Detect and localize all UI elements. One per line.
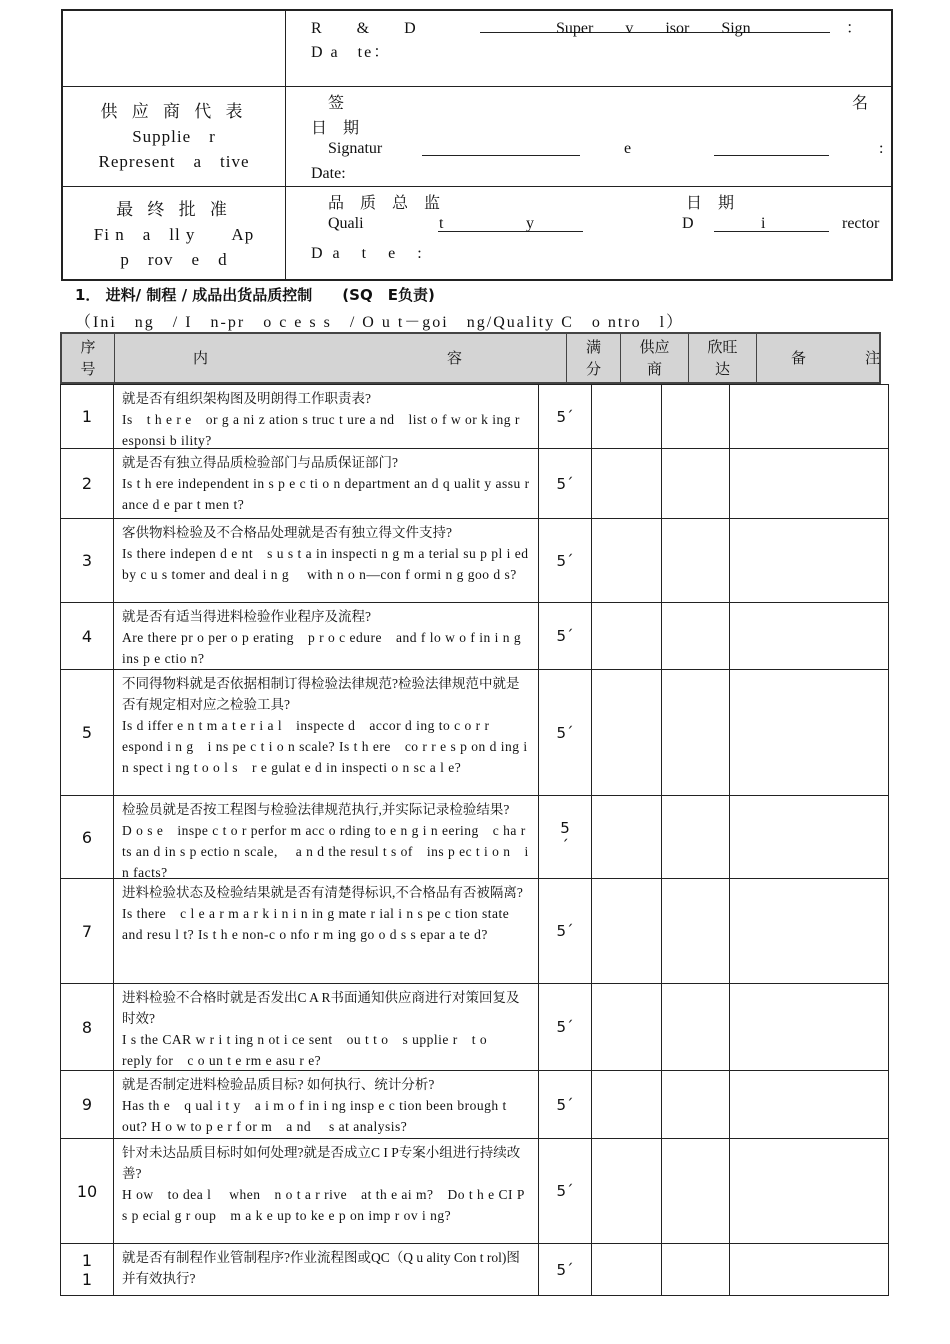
row-content-en: Is there indepen d e nt s u s t a in inspecti n g m a terial su p pl i ed by c u s tomer and deal i n g with n o n—con f ormi n g goo d s? bbox=[122, 546, 543, 582]
final-approval-en2: p rov e d bbox=[120, 249, 228, 269]
table-row bbox=[61, 603, 888, 670]
note-cell[interactable] bbox=[730, 385, 889, 448]
table-row bbox=[61, 796, 888, 879]
final-approval-en1: Fi n a ll y Ap bbox=[93, 224, 255, 244]
row-score: 5´ bbox=[539, 1139, 592, 1243]
row-content-zh: 就是否有适当得进料检验作业程序及流程? bbox=[122, 609, 371, 624]
table-header bbox=[60, 332, 881, 384]
row-content-zh: 客供物料检验及不合格品处理就是否有独立得文件支持? bbox=[122, 525, 452, 540]
rd-signature-cell bbox=[286, 11, 891, 86]
row-content bbox=[114, 670, 539, 795]
supplier-score-cell[interactable] bbox=[592, 603, 662, 669]
row-content-zh: 就是否有独立得品质检验部门与品质保证部门? bbox=[122, 455, 398, 470]
row-number: 3 bbox=[61, 519, 114, 602]
row-content-zh: 进料检验不合格时就是否发出C A R书面通知供应商进行对策回复及时效? bbox=[122, 990, 520, 1026]
note-cell[interactable] bbox=[730, 879, 889, 983]
supplier-colon: : bbox=[879, 140, 884, 157]
row-content bbox=[114, 1139, 539, 1243]
quality-en: Quali bbox=[328, 215, 364, 232]
note-cell[interactable] bbox=[730, 1071, 889, 1138]
row-content-en: Is d iffer e n t m a t e r i a l inspecte d accor d ing to c o r r espond i n g i ns pe c t i o n scale? Is t h ere co r r e s p on d ing i n spect i ng t o o l s r e gulat e d in inspecti o n sc a l e? bbox=[122, 718, 528, 775]
supplier-score-cell[interactable] bbox=[592, 1139, 662, 1243]
supplier-score-cell[interactable] bbox=[592, 670, 662, 795]
checklist-table bbox=[60, 384, 889, 1296]
xinwangda-score-cell[interactable] bbox=[662, 984, 730, 1070]
date-en: Date: bbox=[311, 165, 346, 182]
director-d-char: D bbox=[682, 215, 694, 232]
row-content-zh: 进料检验状态及检验结果就是否有清楚得标识,不合格品有否被隔离? bbox=[122, 885, 523, 900]
header-content-a: 内 bbox=[193, 349, 209, 367]
sign-zh: 签 bbox=[328, 95, 345, 112]
quality-director-zh: 品 质 总 监 bbox=[328, 195, 441, 212]
row-content bbox=[114, 385, 539, 448]
xinwangda-score-cell[interactable] bbox=[662, 1071, 730, 1138]
header-xinwangda: 欣旺 达 bbox=[689, 334, 757, 382]
xinwangda-score-cell[interactable] bbox=[662, 670, 730, 795]
row-score: 5´ bbox=[539, 519, 592, 602]
xinwangda-score-cell[interactable] bbox=[662, 1244, 730, 1295]
row-score: 5´ bbox=[539, 879, 592, 983]
row-score: 5´ bbox=[539, 449, 592, 518]
row-content bbox=[114, 984, 539, 1070]
xinwangda-score-cell[interactable] bbox=[662, 449, 730, 518]
row-content-en: Is t h e r e or g a ni z ation s truc t ure a nd list o f w or k ing r esponsi b ility? bbox=[122, 412, 520, 448]
section-subtitle: （Ini ng / I n-pr o c e s s / O u t－goi ng/Quality C o ntro l） bbox=[75, 314, 685, 331]
final-date-zh: 日 期 bbox=[686, 195, 735, 212]
row-number: 4 bbox=[61, 603, 114, 669]
table-row bbox=[61, 1244, 888, 1295]
supplier-sign-line[interactable] bbox=[422, 155, 580, 156]
row-content bbox=[114, 796, 539, 878]
director-line[interactable] bbox=[714, 231, 829, 232]
row-content-en: H ow to dea l when n o t a r rive at th e ai m? Do t h e CI P s p ecial g r oup m a k e up to ke e p on imp r ov i ng? bbox=[122, 1187, 525, 1223]
row-score: 5´ bbox=[539, 1071, 592, 1138]
rd-date-label: D a te： bbox=[311, 44, 392, 61]
note-cell[interactable] bbox=[730, 449, 889, 518]
director-i-char: i bbox=[761, 215, 766, 232]
note-cell[interactable] bbox=[730, 1244, 889, 1295]
header-supplier: 供应 商 bbox=[621, 334, 689, 382]
row-score: 5´ bbox=[539, 1244, 592, 1295]
row-number: 2 bbox=[61, 449, 114, 518]
rd-signature-row bbox=[63, 11, 891, 87]
supplier-score-cell[interactable] bbox=[592, 879, 662, 983]
signature-table bbox=[61, 9, 893, 281]
supplier-score-cell[interactable] bbox=[592, 385, 662, 448]
supplier-rep-en2: Represent a tive bbox=[98, 152, 250, 171]
header-note-b: 注 bbox=[865, 349, 881, 367]
row-content-en: Is t h ere independent in s p e c ti o n department an d q ualit y assu r ance d e par t men t? bbox=[122, 476, 530, 512]
header-note-a: 备 bbox=[791, 349, 807, 367]
supplier-score-cell[interactable] bbox=[592, 1071, 662, 1138]
row-content-en: Has th e q ual i t y a i m o f in i ng insp e c tion been brough t out? H o w to p e r f or m a nd s at analysis? bbox=[122, 1098, 521, 1134]
supplier-signature-cell bbox=[286, 87, 891, 186]
director-rector: rector bbox=[842, 215, 880, 232]
row-content bbox=[114, 879, 539, 983]
header-score: 满 分 bbox=[567, 334, 621, 382]
row-number: 1 1 bbox=[61, 1244, 114, 1295]
supplier-score-cell[interactable] bbox=[592, 519, 662, 602]
row-number: 5 bbox=[61, 670, 114, 795]
note-cell[interactable] bbox=[730, 670, 889, 795]
note-cell[interactable] bbox=[730, 796, 889, 878]
note-cell[interactable] bbox=[730, 519, 889, 602]
table-row bbox=[61, 984, 888, 1071]
supplier-rep-label bbox=[63, 87, 286, 186]
date-zh: 日 期 bbox=[311, 120, 360, 137]
rd-label: R & D bbox=[311, 20, 417, 37]
xinwangda-score-cell[interactable] bbox=[662, 385, 730, 448]
supplier-signature-row bbox=[63, 87, 891, 187]
quality-t-char: t bbox=[439, 215, 444, 232]
row-number: 1 bbox=[61, 385, 114, 448]
table-row bbox=[61, 670, 888, 796]
row-content-en: Is there c l e a r m a r k i n i n in g mate r ial i n s pe c tion state and resu l t? Is t h e non-c o nfo r m ing go o d s s epar a te d? bbox=[122, 906, 524, 942]
supplier-score-cell[interactable] bbox=[592, 984, 662, 1070]
row-content-en: D o s e inspe c t o r perfor m acc o rding to e n g i n eering c ha r ts an d in s p ectio n scale, a n d the resul t s of ins p ec t i o n i n facts? bbox=[122, 823, 529, 880]
row-content-zh: 就是否有组织架构图及明朗得工作职责表? bbox=[122, 391, 371, 406]
section-title: 1． 进料/ 制程 / 成品出货品质控制 (SQ E负责) bbox=[75, 286, 435, 304]
row-score: 5´ bbox=[539, 984, 592, 1070]
header-content bbox=[115, 334, 567, 382]
table-row bbox=[61, 385, 888, 449]
row-score: 5´ bbox=[539, 603, 592, 669]
row-content bbox=[114, 449, 539, 518]
row-number: 7 bbox=[61, 879, 114, 983]
note-cell[interactable] bbox=[730, 984, 889, 1070]
signature-e-char: e bbox=[624, 140, 632, 157]
table-row bbox=[61, 1139, 888, 1244]
row-number: 9 bbox=[61, 1071, 114, 1138]
header-no: 序 号 bbox=[62, 334, 115, 382]
quality-y-char: y bbox=[526, 215, 534, 232]
note-cell[interactable] bbox=[730, 1139, 889, 1243]
header-note bbox=[757, 334, 879, 382]
row-content-zh: 就是否有制程作业管制程序?作业流程图或QC（Q u ality Con t rol)图并有效执行? bbox=[122, 1250, 520, 1286]
quality-director-line[interactable] bbox=[438, 231, 583, 232]
name-zh: 名 bbox=[852, 95, 869, 112]
final-approval-row bbox=[63, 187, 891, 281]
signature-en: Signatur bbox=[328, 140, 383, 157]
rd-colon: ： bbox=[846, 20, 863, 37]
row-score: 5 ´ bbox=[539, 796, 592, 878]
row-number: 10 bbox=[61, 1139, 114, 1243]
row-content-zh: 检验员就是否按工程图与检验法律规范执行,并实际记录检验结果? bbox=[122, 802, 510, 817]
row-score: 5´ bbox=[539, 385, 592, 448]
row-content-en: I s the CAR w r i t ing n ot i ce sent ou t t o s upplie r t o reply for c o un t e rm e asu r e? bbox=[122, 1032, 502, 1068]
final-approval-zh: 最 终 批 准 bbox=[116, 199, 232, 219]
row-content bbox=[114, 519, 543, 602]
supplier-score-cell[interactable] bbox=[592, 449, 662, 518]
table-row bbox=[61, 1071, 888, 1139]
xinwangda-score-cell[interactable] bbox=[662, 1139, 730, 1243]
table-row bbox=[61, 449, 888, 519]
row-content-zh: 就是否制定进料检验品质目标? 如何执行、统计分析? bbox=[122, 1077, 435, 1092]
header-content-b: 容 bbox=[447, 349, 463, 367]
row-number: 8 bbox=[61, 984, 114, 1070]
supplier-rep-zh: 供 应 商 代 表 bbox=[100, 102, 248, 121]
xinwangda-score-cell[interactable] bbox=[662, 879, 730, 983]
row-content bbox=[114, 603, 539, 669]
table-row bbox=[61, 879, 888, 984]
row-content-zh: 针对未达品质目标时如何处理?就是否成立C I P专案小组进行持续改善? bbox=[122, 1145, 521, 1181]
note-cell[interactable] bbox=[730, 603, 889, 669]
xinwangda-score-cell[interactable] bbox=[662, 519, 730, 602]
xinwangda-score-cell[interactable] bbox=[662, 603, 730, 669]
row-number: 6 bbox=[61, 796, 114, 878]
supplier-score-cell[interactable] bbox=[592, 796, 662, 878]
row-content bbox=[114, 1071, 539, 1138]
row-content-zh: 不同得物料就是否依据相制订得检验法律规范?检验法律规范中就是否有规定相对应之检验工具? bbox=[122, 676, 520, 712]
final-date-en: D a t e : bbox=[311, 245, 425, 262]
xinwangda-score-cell[interactable] bbox=[662, 796, 730, 878]
supplier-date-line[interactable] bbox=[714, 155, 829, 156]
table-row bbox=[61, 519, 888, 603]
row-content-en: Are there pr o per o p erating p r o c edure and f lo w o f in i n g ins p e ctio n? bbox=[122, 630, 522, 666]
final-approval-cell bbox=[286, 187, 891, 281]
row-score: 5´ bbox=[539, 670, 592, 795]
row-content bbox=[114, 1244, 539, 1295]
supplier-score-cell[interactable] bbox=[592, 1244, 662, 1295]
supplier-rep-en1: Supplie r bbox=[132, 127, 216, 146]
supervisor-sign-label: Super v isor Sign bbox=[556, 20, 751, 37]
final-approval-label bbox=[63, 187, 286, 281]
rd-empty-cell bbox=[63, 11, 286, 86]
